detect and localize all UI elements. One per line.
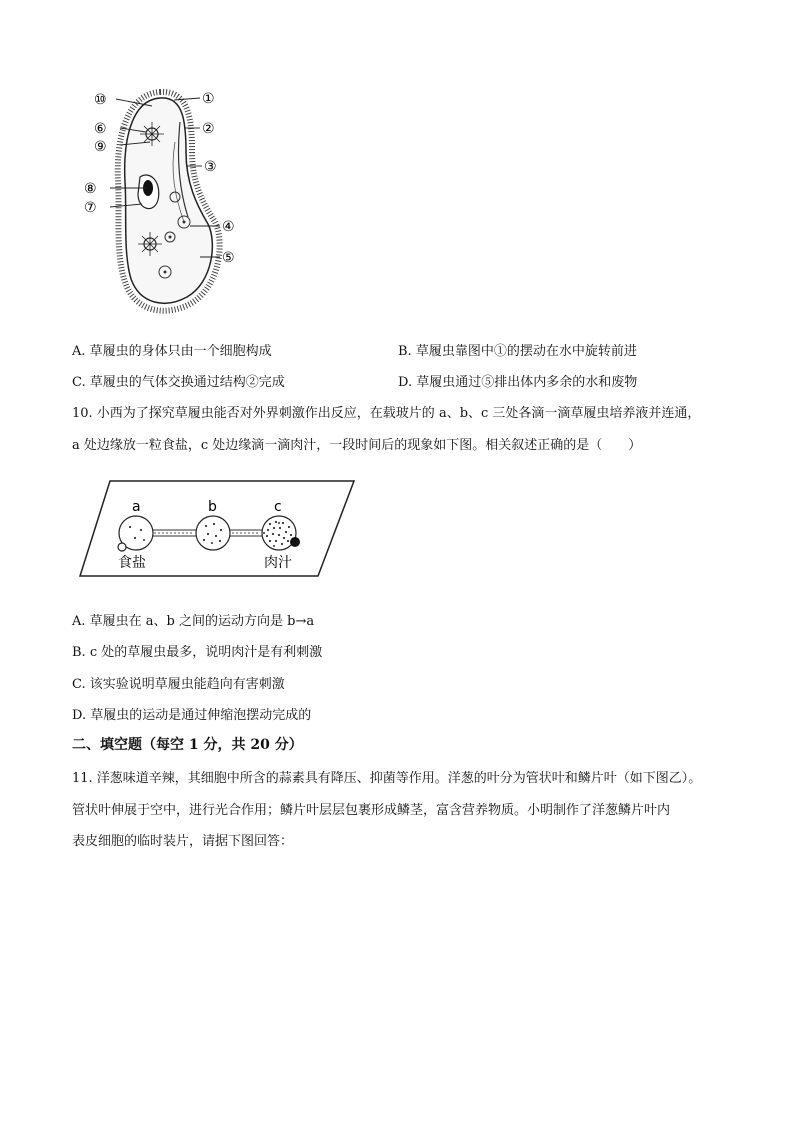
q10-stem-line1: 10. 小西为了探究草履虫能否对外界刺激作出反应，在载玻片的 a、b、c 三处各滴一滴草履虫培养液并连通，: [72, 406, 701, 421]
q9-option-c: C. 草履虫的气体交换通过结构②完成: [72, 375, 285, 390]
meat-juice-drop: [290, 537, 300, 547]
label-c: c: [274, 499, 282, 515]
section-title-fill-in: 二、填空题（每空 1 分，共 20 分）: [72, 737, 303, 753]
label-9: ⑨: [94, 139, 107, 155]
label-6: ⑥: [94, 121, 107, 137]
q10-option-c: C. 该实验说明草履虫能趋向有害刺激: [72, 677, 285, 692]
label-4: ④: [222, 219, 235, 235]
q10-stem-line2: a 处边缘放一粒食盐，c 处边缘滴一滴肉汁，一段时间后的现象如下图。相关叙述正确的是（ ）: [72, 438, 642, 453]
q10-option-d: D. 草履虫的运动是通过伸缩泡摆动完成的: [72, 708, 312, 723]
slide-experiment-figure: [78, 478, 358, 580]
label-2: ②: [202, 121, 215, 137]
drop-b: [196, 516, 230, 550]
drop-c: [262, 516, 296, 550]
label-5: ⑤: [222, 250, 235, 266]
q10-option-a: A. 草履虫在 a、b 之间的运动方向是 b→a: [72, 614, 315, 629]
label-7: ⑦: [84, 200, 97, 216]
q11-line2: 管状叶伸展于空中，进行光合作用；鳞片叶层层包裹形成鳞茎，富含营养物质。小明制作了洋葱鳞片叶内: [72, 803, 671, 818]
label-10: ⑩: [94, 92, 107, 108]
label-b: b: [208, 499, 217, 515]
label-meat-juice: 肉汁: [264, 555, 292, 571]
paramecium-body: [125, 98, 213, 303]
q9-option-a: A. 草履虫的身体只由一个细胞构成: [72, 344, 272, 359]
q9-option-b: B. 草履虫靠图中①的摆动在水中旋转前进: [398, 344, 637, 359]
salt-grain: [118, 543, 126, 551]
label-8: ⑧: [84, 181, 97, 197]
q10-option-b: B. c 处的草履虫最多，说明肉汁是有利刺激: [72, 645, 323, 660]
label-a: a: [132, 499, 141, 515]
q9-option-d: D. 草履虫通过⑤排出体内多余的水和废物: [398, 375, 638, 390]
paramecium-figure: [80, 82, 250, 322]
label-3: ③: [204, 159, 217, 175]
q11-line1: 11. 洋葱味道辛辣，其细胞中所含的蒜素具有降压、抑菌等作用。洋葱的叶分为管状叶和鳞片叶（如下图乙）。: [72, 771, 702, 786]
label-1: ①: [202, 91, 215, 107]
q11-line3: 表皮细胞的临时装片，请据下图回答：: [72, 834, 294, 849]
label-salt: 食盐: [118, 555, 146, 571]
